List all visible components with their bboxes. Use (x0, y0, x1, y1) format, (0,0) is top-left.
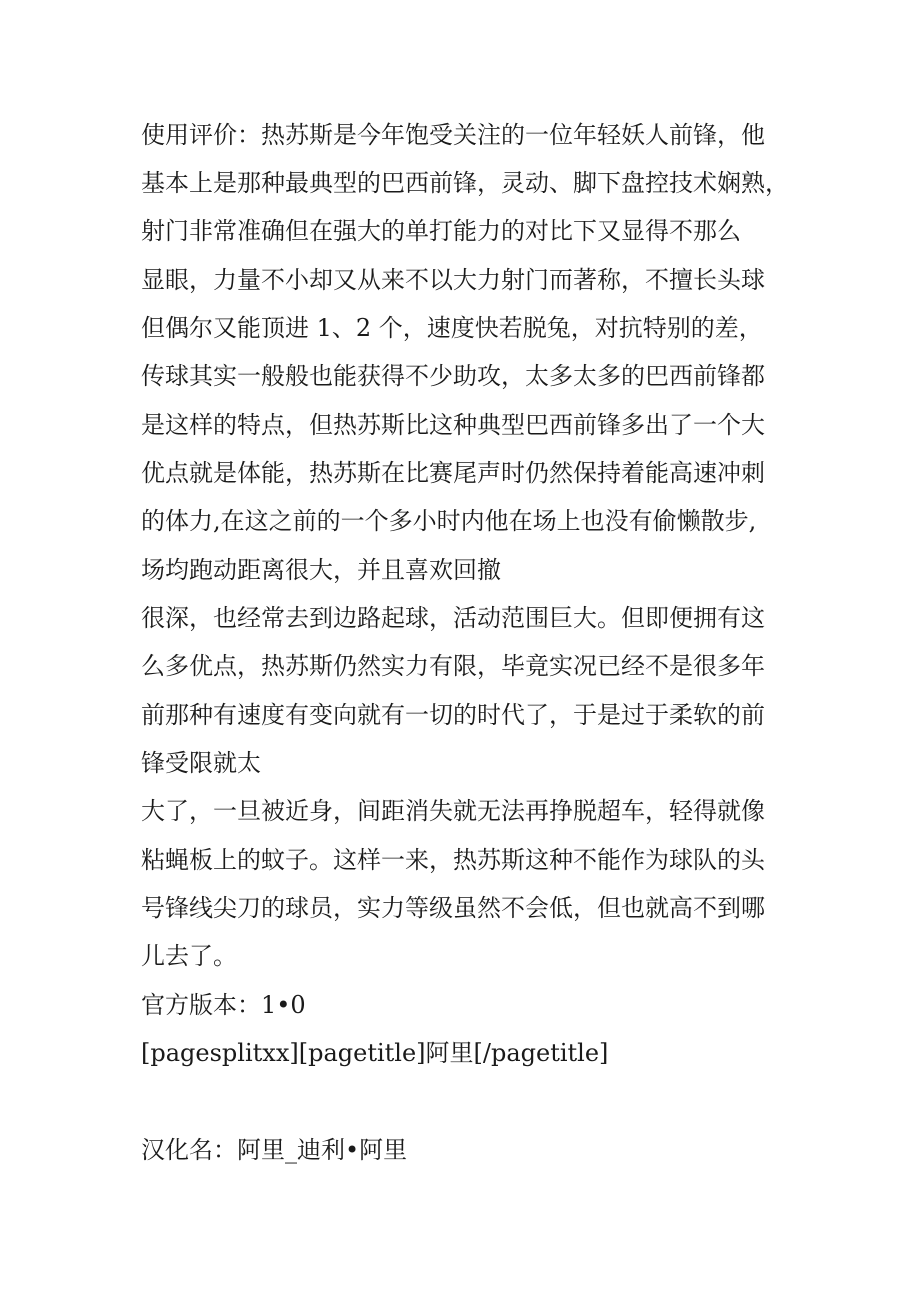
text-line: 号锋线尖刀的球员，实力等级虽然不会低，但也就高不到哪 (141, 894, 765, 922)
text-line: 优点就是体能，热苏斯在比赛尾声时仍然保持着能高速冲刺 (141, 459, 765, 487)
text-line: 基本上是那种最典型的巴西前锋，灵动、脚下盘控技术娴熟， (141, 169, 789, 197)
text-line: 场均跑动距离很大，并且喜欢回撤 (141, 556, 501, 584)
version-line: 官方版本：1•0 (141, 991, 306, 1019)
text-line: 传球其实一般般也能获得不少助攻，太多太多的巴西前锋都 (141, 362, 765, 390)
text-line: 很深，也经常去到边路起球，活动范围巨大。但即便拥有这 (141, 604, 765, 632)
text-line: 射门非常准确但在强大的单打能力的对比下又显得不那么 (141, 217, 741, 245)
text-line: 锋受限就太 (141, 749, 261, 777)
text-line: 大了，一旦被近身，间距消失就无法再挣脱超车，轻得就像 (141, 797, 765, 825)
text-line: 使用评价：热苏斯是今年饱受关注的一位年轻妖人前锋，他 (141, 121, 765, 149)
text-line: 但偶尔又能顶进 1、2 个，速度快若脱兔，对抗特别的差， (141, 314, 763, 342)
text-line: 是这样的特点，但热苏斯比这种典型巴西前锋多出了一个大 (141, 411, 765, 439)
markup-line: [pagesplitxx][pagetitle]阿里[/pagetitle] (141, 1039, 609, 1067)
text-line: 显眼，力量不小却又从来不以大力射门而著称，不擅长头球 (141, 266, 765, 294)
text-line: 儿去了。 (141, 942, 237, 970)
text-line: 么多优点，热苏斯仍然实力有限，毕竟实况已经不是很多年 (141, 652, 765, 680)
text-line: 的体力,在这之前的一个多小时内他在场上也没有偷懒散步, (141, 507, 757, 535)
text-line: 粘蝇板上的蚊子。这样一来，热苏斯这种不能作为球队的头 (141, 846, 765, 874)
text-line: 前那种有速度有变向就有一切的时代了，于是过于柔软的前 (141, 701, 765, 729)
chinese-name-line: 汉化名：阿里_迪利•阿里 (141, 1136, 408, 1164)
